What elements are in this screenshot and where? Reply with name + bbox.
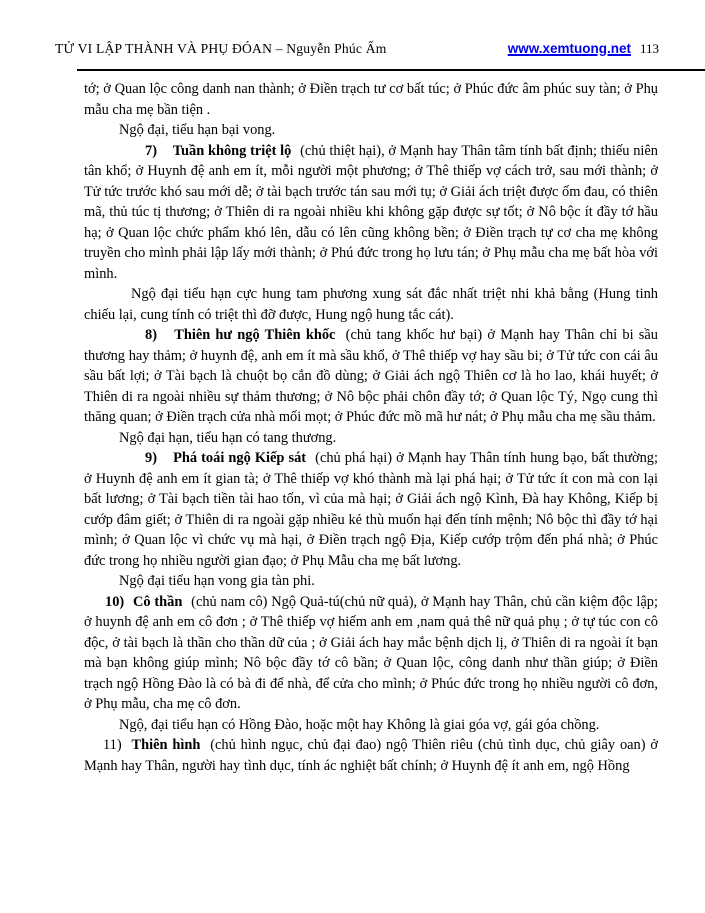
item-body: (chủ tang khốc hư bại) ở Mạnh hay Thân chỉ bi sầu thương hay thảm; ở huynh đệ, anh em ít mà sầu khổ, ở Thê thiếp vợ hay sầu bi; ở Tử tức con cái âu sầu bất lợi; ở Tài bạch là chuột bọ cắn đồ dùng; ở Giải ách ngộ Thiên cơ là ho lao, khái huyết; ở Thiên di ra ngoài nhiều sự thảm thương; ở Nô bộc phải chôn đầy tớ; ở Quan lộc Tý, Ngọ cung thì thăng quan; ở Điền trạch cửa nhà mối mọt; ở Phúc đức mồ mã hư nát; ở Phụ mẫu cha mẹ sầu thảm.	[84, 327, 658, 425]
note-line	[84, 284, 658, 325]
item-title: Thiên hư ngộ Thiên khốc	[174, 327, 336, 343]
item-number: 8)	[145, 327, 157, 343]
item-title: Thiên hình	[131, 737, 201, 753]
item-number: 7)	[145, 142, 157, 159]
item-number: 9)	[145, 450, 157, 466]
note-text: Ngộ đại tiểu hạn cực hung tam phương xung sát đắc nhất triệt nhi khả bằng (Hung tinh chiếu lại, cung tính có triệt thì đỡ được, Hung ngộ hung tắc cát).	[84, 286, 658, 323]
list-item-8	[84, 325, 658, 428]
item-body: (chủ nam cô) Ngộ Quả-tú(chủ nữ quả), ở Mạnh hay Thân, chủ cần kiệm độc lập; ở huynh đệ anh em cô đơn ; ở Thê thiếp vợ hiếm anh em ,nam quả thê nữ quả phụ ; ở tự túc con cô độc, ở tài bạch là thần cho thần dữ của ; ở Giải ách hay mắc bệnh dịch lị, ở Thiên di ra ngoài ít bạn mà bạn không giúp mình; Nô bộc đầy tớ cô bần; ở Quan lộc, công danh như thần giúp; ở Điền trạch ngộ Hồng Đào là có bà đi để nhà, để cửa cho mình; ở Phúc đức trong họ nhiều người cô đơn, ở Phụ mẫu, cha mẹ cô đơn.	[84, 593, 658, 712]
document-body	[0, 71, 705, 776]
paragraph-text: tớ; ở Quan lộc công danh nan thành; ở Điền trạch tư cơ bất túc; ở Phúc đức âm phúc suy tàn; ở Phụ mẫu cha mẹ bần tiện .	[84, 81, 658, 118]
item-body: (chủ hình ngục, chủ đại đao) ngộ Thiên riêu (chủ tình dục, chủ giây oan) ở Mạnh hay Thân, người hay tình dục, tính ác nghiệt bất chính; ở Huynh đệ ít anh em, ngộ Hồng	[84, 737, 658, 774]
page-number: 113	[639, 41, 659, 56]
item-body: (chủ thiệt hại), ở Mạnh hay Thân tâm tính bất định; thiếu niên tân khổ; ở Huynh đệ anh em ít, mỗi người một phương; ở Thê thiếp vợ cách trở, sau mới thành; ở Tử tức trước khó sau mới dễ; ở tài bạch trước tán sau mới tụ; ở Giải ách triệt được ốm đau, có thiên mã, thủ túc tị thương; ở Thiên di ra ngoài nhiều khi không gặp được sự tốt; ở Nô bộc ít đầy tớ hầu hạ; ở Quan lộc chức phẩm khó lên, dẫu có lên cũng không bền; ở Điền trạch tự cơ cha mẹ không truyền cho mình phải lập lấy mới thành; ở Phú đức trong họ lưu tán; ở Phụ mẫu cha mẹ bất hòa với mình.	[84, 142, 658, 282]
list-item-11	[84, 735, 658, 776]
item-title: Tuần không triệt lộ	[172, 142, 292, 159]
header-right	[508, 40, 659, 58]
website-link[interactable]: www.xemtuong.net	[507, 41, 631, 56]
item-body: (chủ phá hại) ở Mạnh hay Thân tính hung bạo, bất thường; ở Huynh đệ anh em ít gian tà; ở Thê thiếp vợ khó thành mà lại phá hại; ở Tử tức ít con mà con lại bất lương; ở Tài bạch tiền tài hao tốn, vì của mà hại; ở Giải ách ngộ Kình, Đà hay Không, Kiếp bị cướp đâm giết; ở Thiên di ra ngoài gặp nhiều kẻ thù muốn hại đến tính mệnh; Nô bộc thì đầy tớ hại mình; ở Quan lộc vì chức vụ mà hại, ở Điền trạch ngộ Địa, Kiếp cướp trộm đến phá nhà; ở Phúc đức trong họ nhiều người gian đạo; ở Phụ Mẫu cha mẹ bất lương.	[84, 450, 658, 569]
list-item-7	[84, 141, 658, 285]
item-title: Cô thần	[132, 593, 183, 610]
item-title: Phá toái ngộ Kiếp sát	[173, 450, 307, 466]
note-line	[84, 428, 658, 449]
note-line	[84, 120, 658, 141]
note-text: Ngộ, đại tiểu hạn có Hồng Đào, hoặc một hay Không là giai góa vợ, gái góa chồng.	[119, 716, 600, 733]
note-line	[84, 571, 658, 592]
note-text: Ngộ đại hạn, tiểu hạn có tang thương.	[119, 429, 337, 446]
note-line	[84, 715, 658, 736]
note-text: Ngộ đại tiểu hạn vong gia tàn phi.	[119, 573, 315, 589]
list-item-9	[84, 448, 658, 571]
item-number: 11)	[103, 737, 122, 753]
list-item-10	[84, 592, 658, 715]
note-text: Ngộ đại, tiểu hạn bại vong.	[119, 122, 276, 138]
paragraph-continuation	[84, 79, 658, 120]
item-number: 10)	[105, 593, 125, 610]
page-header	[0, 0, 705, 58]
book-title: TỬ VI LẬP THÀNH VÀ PHỤ ĐÓAN – Nguyễn Phúc Ấm	[55, 41, 387, 56]
